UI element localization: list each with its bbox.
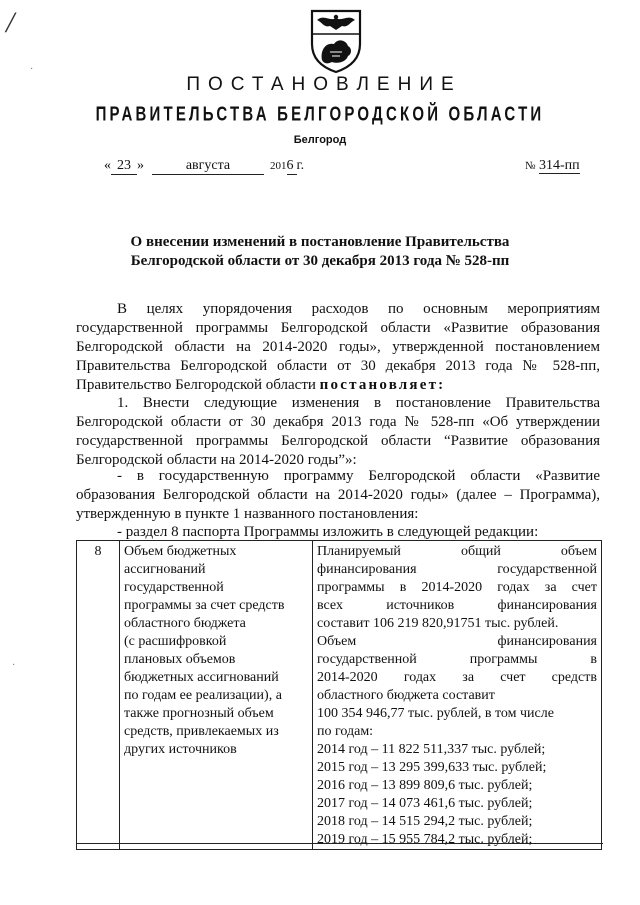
paragraph-preamble [76,300,600,395]
cell-line: 2014 год – 11 822 511,337 тыс. рублей; [317,742,546,757]
cell-line: финансирования государственной [317,562,597,577]
cell-line: по годам ее реализации), а [124,688,282,703]
cell-line: программы за счет средств [124,598,285,613]
paragraph-program-change [76,467,600,524]
row-number-cell [77,541,120,850]
cell-line: 2017 год – 14 073 461,6 тыс. рублей; [317,796,533,811]
heading-line: Белгородской области от 30 декабря 2013 года № 528-пп [130,253,510,269]
table-bottom-rule [76,843,603,844]
date-day: 23 [111,158,137,175]
text-line: государственной программы Белгородской области “Развитие образования [76,433,600,449]
resolution-subject: Правительство Белгородской области [76,377,316,393]
cell-line: средств, привлекаемых из [124,724,279,739]
city-name: Белгород [293,134,347,146]
cell-line: других источников [124,742,237,757]
cell-line: 2016 год – 13 899 809,6 тыс. рублей; [317,778,533,793]
scan-speck: · [30,64,34,75]
handwritten-corner-mark: / [6,6,15,39]
number-value: 314-пп [539,158,580,173]
text-line: - в государственную программу Белгородской области «Развитие [117,468,600,484]
table-row [77,541,602,850]
text-line: Правительства Белгородской области от 30 декабря 2013 года № 528-пп, [76,358,600,374]
document-heading [0,233,640,271]
heading-line: О внесении изменений в постановление Правительства [130,234,510,250]
text-line [76,376,600,395]
cell-line: областного бюджета [124,616,246,631]
row-number: 8 [94,544,102,559]
date-year-prefix: 201 [270,160,287,172]
text-line: государственной программы Белгородской области «Развитие образования [76,320,600,336]
cell-line: составит 106 219 820,91751 тыс. рублей. [317,616,559,631]
text-line: Белгородской области на 2014-2020 годы”»: [76,452,357,468]
cell-line: государственной [124,580,224,595]
number-label: № [525,160,536,172]
issuing-authority: ПРАВИТЕЛЬСТВА БЕЛГОРОДСКОЙ ОБЛАСТИ [95,103,545,126]
document-date [104,158,304,175]
date-month: августа [152,158,264,175]
row-label-cell [120,541,313,850]
cell-line: 2014-2020 годах за счет средств [317,670,597,685]
resolution-verb: постановляет: [319,377,446,393]
date-open-quote: « [104,158,111,173]
cell-line: программы в 2014-2020 годах за счет [317,580,597,595]
paragraph-item-1 [76,394,600,470]
cell-line: 2018 год – 14 515 294,2 тыс. рублей; [317,814,533,829]
text-line: Белгородской области на 2014-2020 годы», утвержденной постановлением [76,339,600,355]
text-line: Белгородской области от 30 декабря 2013 года № 528-пп «Об утверждении [76,414,600,430]
text-line: 1. Внести следующие изменения в постановление Правительства [117,395,600,411]
cell-line: по годам: [317,724,374,739]
scan-speck: · [12,660,16,671]
cell-line: также прогнозный объем [124,706,274,721]
document-number [525,158,580,174]
cell-line: 100 354 946,77 тыс. рублей, в том числе [317,706,554,721]
cell-line: (с расшифровкой [124,634,227,649]
coat-of-arms-emblem [308,8,364,74]
cell-line: Планируемый общий объем [317,544,597,559]
date-year-end: г. [296,158,305,173]
cell-line: Объем бюджетных [124,544,237,559]
cell-line: плановых объемов [124,652,236,667]
cell-line: бюджетных ассигнований [124,670,279,685]
document-type-title: ПОСТАНОВЛЕНИЕ [186,74,462,95]
cell-line: государственной программы в [317,652,597,667]
cell-line: всех источников финансирования [317,598,597,613]
date-close-quote: » [137,158,144,173]
date-year-suffix: 6 [287,158,297,175]
cell-line: 2015 год – 13 295 399,633 тыс. рублей; [317,760,547,775]
text-line: В целях упорядочения расходов по основным мероприятиям [117,301,600,317]
cell-line: областного бюджета составит [317,688,495,703]
cell-line: Объем финансирования [317,634,597,649]
text-line: - раздел 8 паспорта Программы изложить в следующей редакции: [117,524,539,540]
cell-line: ассигнований [124,562,206,577]
row-value-cell [313,541,602,850]
cell-line: 2019 год – 15 955 784,2 тыс. рублей; [317,832,533,847]
text-line: утвержденную в пункте 1 названного постановления: [76,506,419,522]
program-passport-table [76,540,602,850]
text-line: образования Белгородской области на 2014-2020 годы» (далее – Программа), [76,487,600,503]
